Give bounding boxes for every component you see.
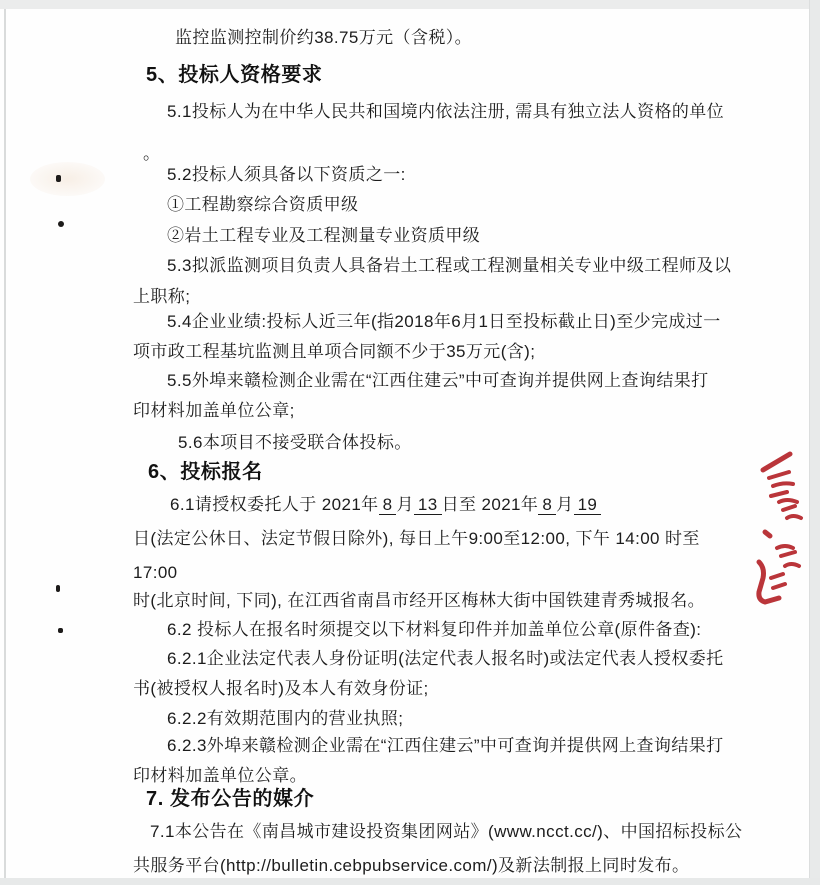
- date-text: 6.1请授权委托人于 2021年: [170, 495, 379, 514]
- scan-speck: [58, 221, 64, 227]
- line-5-1: 5.1投标人为在中华人民共和国境内依法注册, 需具有独立法人资格的单位: [167, 102, 725, 121]
- red-stamp-strokes: [745, 444, 813, 614]
- line-6-2-3: 6.2.3外埠来赣检测企业需在“江西住建云”中可查询并提供网上查询结果打: [167, 736, 724, 755]
- line-5-5: 5.5外埠来赣检测企业需在“江西住建云”中可查询并提供网上查询结果打: [167, 371, 709, 390]
- line-5-3-continuation: 上职称;: [133, 287, 191, 306]
- date-blank-day-1: 13: [414, 495, 442, 515]
- line-qualification-option-2: ②岩土工程专业及工程测量专业资质甲级: [167, 226, 481, 245]
- line-5-2: 5.2投标人须具备以下资质之一:: [167, 165, 406, 184]
- line-5-3: 5.3拟派监测项目负责人具备岩土工程或工程测量相关专业中级工程师及以: [167, 256, 732, 275]
- date-text: 月: [556, 495, 574, 514]
- scan-smudge: [30, 162, 105, 196]
- line-5-6: 5.6本项目不接受联合体投标。: [178, 433, 412, 452]
- line-5-1-continuation: 。: [143, 144, 161, 163]
- line-6-1-continuation-3: 时(北京时间, 下同), 在江西省南昌市经开区梅林大街中国铁建青秀城报名。: [133, 591, 706, 610]
- scan-edge-top: [0, 0, 820, 9]
- date-blank-month-2: 8: [538, 495, 556, 515]
- heading-section-7-announcement-media: 7. 发布公告的媒介: [146, 788, 315, 810]
- line-6-1-dates: [170, 494, 601, 516]
- date-text: 月: [396, 495, 414, 514]
- scan-edge-bottom: [0, 878, 820, 885]
- line-6-2-1-continuation: 书(被授权人报名时)及本人有效身份证;: [133, 679, 429, 698]
- line-7-1-continuation: 共服务平台(http://bulletin.cebpubservice.com/)及新法制报上同时发布。: [133, 856, 690, 875]
- line-6-1-continuation-1: 日(法定公休日、法定节假日除外), 每日上午9:00至12:00, 下午 14:00 时至: [133, 529, 700, 548]
- line-qualification-option-1: ①工程勘察综合资质甲级: [167, 195, 359, 214]
- line-6-1-continuation-2: 17:00: [133, 563, 178, 582]
- line-6-2-2: 6.2.2有效期范围内的营业执照;: [167, 709, 404, 728]
- date-blank-month-1: 8: [379, 495, 397, 515]
- scan-edge-right: [809, 0, 820, 885]
- scan-speck: [56, 175, 61, 182]
- date-blank-day-2: 19: [574, 495, 602, 515]
- line-5-5-continuation: 印材料加盖单位公章;: [133, 401, 295, 420]
- heading-section-5-bidder-qualifications: 5、投标人资格要求: [146, 64, 323, 86]
- line-6-2-1: 6.2.1企业法定代表人身份证明(法定代表人报名时)或法定代表人授权委托: [167, 649, 724, 668]
- line-5-4-continuation: 项市政工程基坑监测且单项合同额不少于35万元(含);: [133, 342, 536, 361]
- line-7-1: 7.1本公告在《南昌城市建设投资集团网站》(www.ncct.cc/)、中国招标投标公: [150, 822, 743, 841]
- line-5-4: 5.4企业业绩:投标人近三年(指2018年6月1日至投标截止日)至少完成过一: [167, 312, 721, 331]
- scan-speck: [58, 628, 63, 633]
- date-text: 日至 2021年: [441, 495, 539, 514]
- line-control-price: 监控监测控制价约38.75万元（含税）。: [175, 28, 473, 47]
- line-6-2-3-continuation: 印材料加盖单位公章。: [133, 766, 307, 785]
- scan-speck: [56, 585, 60, 592]
- red-stamp-fragment: [745, 444, 813, 614]
- heading-section-6-bid-registration: 6、投标报名: [148, 461, 263, 483]
- scan-edge-left: [4, 9, 6, 880]
- line-6-2: 6.2 投标人在报名时须提交以下材料复印件并加盖单位公章(原件备查):: [167, 620, 702, 639]
